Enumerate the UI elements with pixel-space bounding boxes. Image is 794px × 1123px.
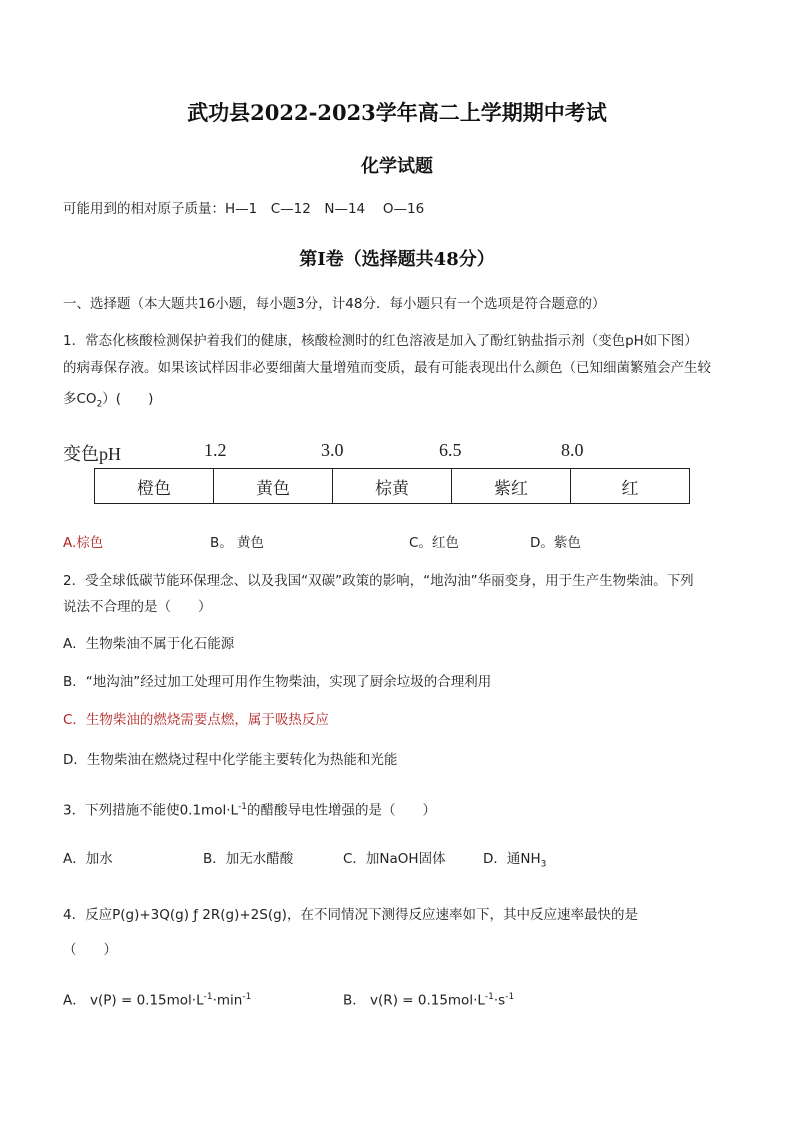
q1-option-d: D。紫色 [530,535,581,551]
q3-options [63,849,583,869]
q3-option-a: A．加水 [63,851,113,867]
q4-line1: 4．反应P(g)+3Q(g) ƒ 2R(g)+2S(g)，在不同情况下测得反应速率如下，其中反应速率最快的是 [63,907,638,923]
q2-option-a: A．生物柴油不属于化石能源 [63,636,235,652]
q4-line2: （ ） [63,942,117,958]
q1-option-c: C。红色 [409,535,459,551]
q3-option-c: C．加NaOH固体 [343,851,446,867]
atomic-mass-info: 可能用到的相对原子质量：H—1 C—12 N—14 O—16 [63,201,425,217]
exam-title: 武功县2022-2023学年高二上学期期中考试 [187,100,607,125]
q2-line2: 说法不合理的是（ ） [63,599,212,615]
exam-subtitle: 化学试题 [361,156,433,177]
ph-scale-row [63,440,703,464]
section-title: 第Ⅰ卷（选择题共48分） [299,249,495,270]
q4-option-b: B． $v(R) = 0.15mol\cdot L^{-1}\cdot s^{-1}$ [343,992,515,1009]
q1-line1: 1．常态化核酸检测保护着我们的健康，核酸检测时的红色溶液是加入了酚红钠盐指示剂（变色pH如下图） [63,333,698,349]
q1-line3: 多$CO_2$）( ) [63,391,154,410]
q1-line2: 的病毒保存液。如果该试样因非必要细菌大量增殖而变质，最有可能表现出什么颜色（已知细菌繁殖会产生较 [63,360,711,376]
color-cell: 红 [621,478,639,499]
ph-value: 8.0 [561,440,584,460]
ph-value: 1.2 [204,440,227,460]
q2-option-b: B．“地沟油”经过加工处理可用作生物柴油，实现了厨余垃圾的合理利用 [63,674,492,690]
ph-color-table [94,468,690,504]
color-cell: 棕黄 [333,469,452,503]
q1-options [63,533,623,553]
color-cell: 黄色 [214,469,333,503]
q1-option-a: A.棕色 [63,535,104,551]
q2-option-d: D．生物柴油在燃烧过程中化学能主要转化为热能和光能 [63,752,398,768]
ph-value: 6.5 [439,440,462,460]
section-instructions: 一、选择题（本大题共16小题，每小题3分，计48分．每小题只有一个选项是符合题意的） [63,296,606,312]
q3-option-d: D．通$NH_3$ [483,851,547,870]
q2-option-c: C．生物柴油的燃烧需要点燃，属于吸热反应 [63,712,329,728]
q4-options [63,987,583,1009]
ph-label: 变色pH [63,444,121,464]
q2-line1: 2．受全球低碳节能环保理念、以及我国“双碳”政策的影响，“地沟油”华丽变身，用于生产生物柴油。下列 [63,573,694,589]
color-cell: 紫红 [452,469,571,503]
q4-option-a: A． $v(P) = 0.15mol\cdot L^{-1}\cdot\min^{-1}$ [63,992,252,1009]
ph-value: 3.0 [321,440,344,460]
q1-option-b: B。 黄色 [210,535,265,551]
q3-stem: 3．下列措施不能使$0.1mol\cdot L^{-1}$的醋酸导电性增强的是（ ） [63,802,437,819]
color-cell: 橙色 [95,469,214,503]
q3-option-b: B．加无水醋酸 [203,851,294,867]
